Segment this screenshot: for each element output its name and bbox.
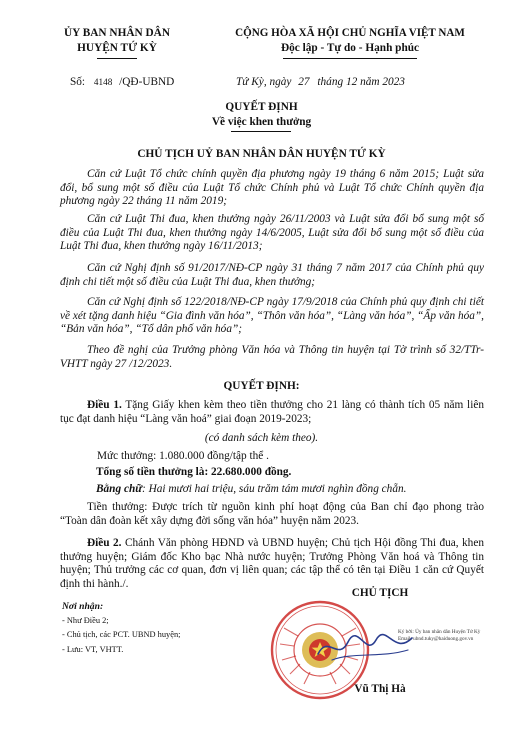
national-title: CỘNG HÒA XÃ HỘI CHỦ NGHĨA VIỆT NAM <box>235 27 465 39</box>
motto-underline <box>283 58 417 59</box>
legal-basis-1: Căn cứ Luật Tổ chức chính quyền địa phương ngày 19 tháng 6 năm 2015; Luật sửa đổi, bổ sung một số điều của Luật Tổ chức Chính phủ và Luật Tổ chức Chính quyền địa phương ngày 22 tháng 11 năm 2019; <box>60 168 484 208</box>
national-motto: Độc lập - Tự do - Hạnh phúc <box>280 42 420 54</box>
decision-heading: QUYẾT ĐỊNH: <box>223 380 300 392</box>
recipient-item: - Chủ tịch, các PCT. UBND huyện; <box>62 630 181 639</box>
amount-in-words <box>96 483 406 497</box>
recipient-item: - Như Điều 2; <box>62 616 109 625</box>
doc-number: 4148 <box>93 77 113 87</box>
reward-rate: Mức thưởng: 1.080.000 đồng/tập thể . <box>97 450 269 462</box>
document-subtitle: Về việc khen thưởng <box>211 116 312 128</box>
funding-source: Tiền thưởng: Được trích từ nguồn kinh phí hoạt động của Ban chỉ đạo phong trào “Toàn dân đoàn kết xây dựng đời sống văn hóa” huyện năm 2023. <box>60 501 484 527</box>
place-date <box>236 76 405 90</box>
in-words-label: Bằng chữ <box>96 483 143 495</box>
doc-number-prefix: Số: <box>70 76 86 88</box>
article-1-label: Điều 1. <box>87 399 122 411</box>
signer-title: CHỦ TỊCH <box>351 587 409 599</box>
article-2-label: Điều 2. <box>87 537 122 549</box>
recipients-heading: Nơi nhận: <box>62 601 104 612</box>
issuing-org-line2: HUYỆN TỨ KỲ <box>77 42 157 54</box>
legal-basis-2: Căn cứ Luật Thi đua, khen thưởng ngày 26/11/2003 và Luật sửa đổi bổ sung một số điều của Luật Thi đua, khen thưởng ngày 14/6/2005, Luật sửa đổi bổ sung một số điều của Luật Thi đua, khen thưởng ngày 16/11/2013; <box>60 213 484 253</box>
attached-list-note: (có danh sách kèm theo). <box>204 432 319 444</box>
article-2 <box>60 537 484 591</box>
digital-signature-signer: Ký bởi: Ủy ban nhân dân Huyện Tứ Kỳ <box>398 629 481 635</box>
document-number <box>70 76 174 90</box>
article-1 <box>60 399 484 426</box>
org-underline <box>97 58 137 59</box>
legal-basis-5: Theo đề nghị của Trưởng phòng Văn hóa và Thông tin huyện tại Tờ trình số 32/TTr-VHTT ngày 27 /12/2023. <box>60 344 484 370</box>
issuing-org-line1: ỦY BAN NHÂN DÂN <box>64 27 170 39</box>
issuing-authority: CHỦ TỊCH UỶ BAN NHÂN DÂN HUYỆN TỨ KỲ <box>137 148 386 160</box>
legal-basis-3: Căn cứ Nghị định số 91/2017/NĐ-CP ngày 31 tháng 7 năm 2017 của Chính phủ quy định chi tiết một số điều của Luật Thi đua, khen thưởng; <box>60 262 484 288</box>
document-title: QUYẾT ĐỊNH <box>225 101 298 113</box>
subtitle-underline <box>231 131 291 132</box>
legal-basis-4: Căn cứ Nghị định số 122/2018/NĐ-CP ngày 17/9/2018 của Chính phủ quy định chi tiết về xét tặng danh hiệu “Gia đình văn hóa”, “Thôn văn hóa”, “Làng văn hóa”, “Ấp văn hóa”, “Bản văn hóa”, “Tổ dân phố văn hóa”; <box>60 296 484 336</box>
doc-number-suffix: /QĐ-UBND <box>119 76 175 88</box>
total-reward: Tổng số tiền thưởng là: 22.680.000 đồng. <box>96 466 292 478</box>
signer-name: Vũ Thị Hà <box>354 683 406 695</box>
date-day: 27 <box>298 76 310 88</box>
in-words-text: : Hai mươi hai triệu, sáu trăm tám mươi nghìn đồng chẵn. <box>142 483 407 495</box>
article-1-text: Tặng Giấy khen kèm theo tiền thưởng cho 21 làng có thành tích 05 năm liên tục đạt danh hiệu “Làng văn hoá” giai đoạn 2019-2023; <box>60 399 484 425</box>
digital-signature-email: Email: ubnd.tuky@haiduong.gov.vn <box>398 636 474 642</box>
article-2-text: Chánh Văn phòng HĐND và UBND huyện; Chủ tịch Hội đồng Thi đua, khen thưởng huyện; Giám đốc Kho bạc Nhà nước huyện; Trưởng Phòng Văn hoá và Thông tin huyện; Thủ trưởng các cơ quan, đơn vị liên quan; các tập thể có tên tại Điều 1 căn cứ Quyết định thi hành./. <box>60 537 484 590</box>
recipient-item: - Lưu: VT, VHTT. <box>62 645 124 654</box>
place-date-prefix: Tứ Kỳ, ngày <box>236 76 292 88</box>
place-date-suffix: tháng 12 năm 2023 <box>317 76 405 88</box>
